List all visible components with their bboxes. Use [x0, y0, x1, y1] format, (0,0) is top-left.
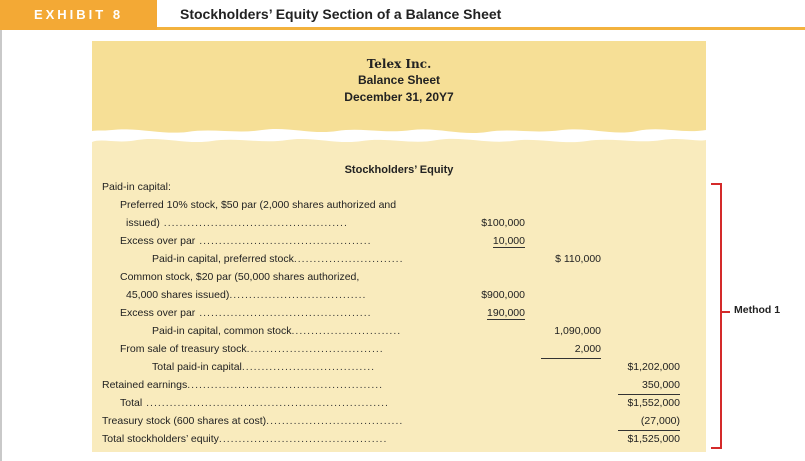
amount-cell: 1,090,000 [554, 325, 601, 337]
method-label: Method 1 [734, 304, 781, 316]
row-label: Total .............................................................. [120, 397, 389, 409]
amount-cell: 190,000 [487, 307, 525, 319]
section-title: Stockholders’ Equity [344, 164, 454, 176]
amount-cell: $1,525,000 [627, 433, 680, 445]
row-label: Excess over par ............................................ [120, 307, 372, 319]
row-label: Paid-in capital: [102, 181, 171, 193]
amount-cell: (27,000) [604, 413, 680, 431]
amount-cell: 2,000 [527, 341, 601, 359]
exhibit-title: Stockholders’ Equity Section of a Balance Sheet [180, 6, 502, 22]
row-label: Total paid-in capital.................................. [152, 361, 376, 373]
exhibit-badge: EXHIBIT 8 [0, 0, 157, 30]
statement-name: Balance Sheet [357, 73, 441, 87]
row-label: From sale of treasury stock................................... [120, 343, 384, 355]
amount-cell: $900,000 [481, 289, 525, 301]
company-name: Telex Inc. [366, 57, 432, 71]
row-label: issued) ............................................... [126, 217, 348, 229]
row-label: Paid-in capital, preferred stock............................ [152, 253, 404, 265]
row-label: Preferred 10% stock, $50 par (2,000 shares authorized and [120, 199, 397, 211]
row-label: Excess over par ............................................ [120, 235, 372, 247]
row-label: Treasury stock (600 shares at cost)................................... [102, 415, 404, 427]
row-label: Retained earnings.................................................. [102, 379, 384, 391]
row-label: Paid-in capital, common stock............................ [152, 325, 402, 337]
amount-cell: $100,000 [481, 217, 525, 229]
left-rule [0, 27, 2, 461]
method-bracket-tick [720, 311, 730, 313]
amount-cell: $ 110,000 [555, 253, 601, 265]
row-label: Total stockholders’ equity........................................... [102, 433, 388, 445]
row-label: Common stock, $20 par (50,000 shares authorized, [120, 271, 360, 283]
method-bracket [711, 183, 722, 449]
amount-cell: $1,202,000 [627, 361, 680, 373]
row-label: 45,000 shares issued)................................... [126, 289, 367, 301]
statement-date: December 31, 20Y7 [344, 90, 454, 104]
amount-cell: 350,000 [604, 377, 680, 395]
amount-cell: $1,552,000 [627, 397, 680, 409]
amount-cell: 10,000 [492, 235, 525, 247]
